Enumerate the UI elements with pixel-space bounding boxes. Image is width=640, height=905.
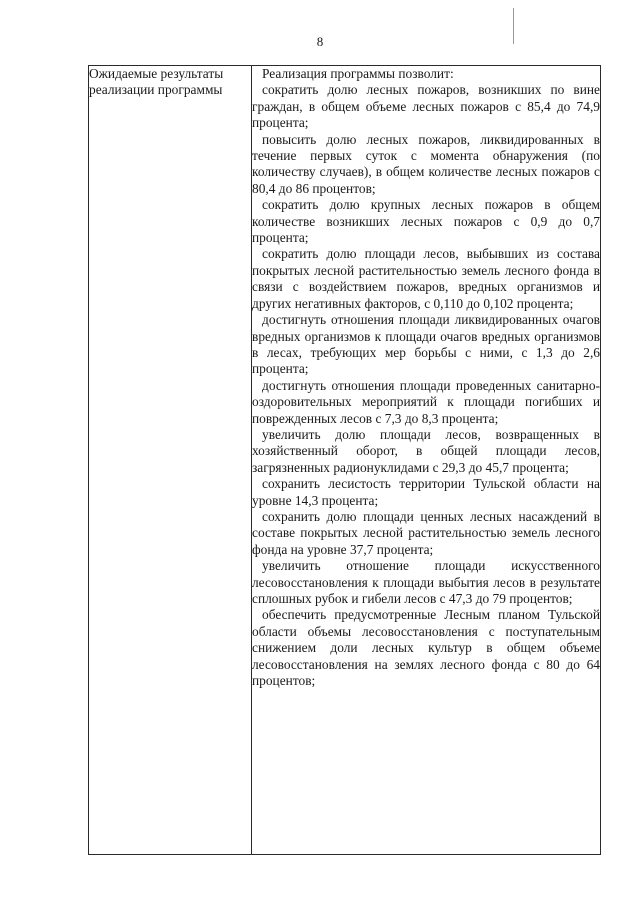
result-item: сохранить долю площади ценных лесных насаждений в составе покрытых лесной растительностью земель лесного фонда на уровне 37,7 процента; bbox=[252, 508, 600, 557]
row-label: Ожидаемые результаты реализации программы bbox=[89, 66, 224, 98]
result-item: достигнуть отношения площади проведенных санитарно-оздоровительных мероприятий к площади погибших и поврежденных лесов с 7,3 до 8,3 процента; bbox=[252, 377, 600, 426]
result-item: сохранить лесистость территории Тульской области на уровне 14,3 процента; bbox=[252, 476, 600, 508]
result-item: сократить долю лесных пожаров, возникших по вине граждан, в общем объеме лесных пожаров с 85,4 до 74,9 процента; bbox=[252, 82, 600, 131]
result-item: увеличить долю площади лесов, возвращенных в хозяйственный оборот, в общей площади лесов, загрязненных радионуклидами с 29,3 до 45,7 процента; bbox=[252, 426, 600, 475]
result-item: повысить долю лесных пожаров, ликвидированных в течение первых суток с момента обнаружения (по количеству случаев), в общем количестве лесных пожаров с 80,4 до 86 процентов; bbox=[252, 131, 600, 196]
page-number: 8 bbox=[316, 34, 324, 49]
row-label-cell bbox=[89, 66, 252, 855]
result-item: достигнуть отношения площади ликвидированных очагов вредных организмов к площади очагов вредных организмов в лесах, требующих мер борьбы с ними, с 1,3 до 2,6 процента; bbox=[252, 312, 600, 377]
result-item: сократить долю площади лесов, выбывших из состава покрытых лесной растительностью земель лесного фонда в связи с воздействием пожаров, вредных организмов и других негативных факторов, с 0,110 до 0,102 процента; bbox=[252, 246, 600, 311]
row-content-cell bbox=[252, 66, 601, 855]
result-item: обеспечить предусмотренные Лесным планом Тульской области объемы лесовосстановления с поступательным снижением доли лесных культур в общем объеме лесовосстановления на землях лесного фонда с 80 до 64 процентов; bbox=[252, 607, 600, 689]
table-row bbox=[89, 66, 601, 855]
intro-paragraph: Реализация программы позволит: bbox=[262, 66, 454, 81]
result-item: сократить долю крупных лесных пожаров в общем количестве возникших лесных пожаров с 0,9 до 0,7 процента; bbox=[252, 197, 600, 246]
result-item: увеличить отношение площади искусственного лесовосстановления к площади выбытия лесов в результате сплошных рубок и гибели лесов с 47,3 до 79 процентов; bbox=[252, 558, 600, 606]
results-table bbox=[88, 65, 601, 855]
